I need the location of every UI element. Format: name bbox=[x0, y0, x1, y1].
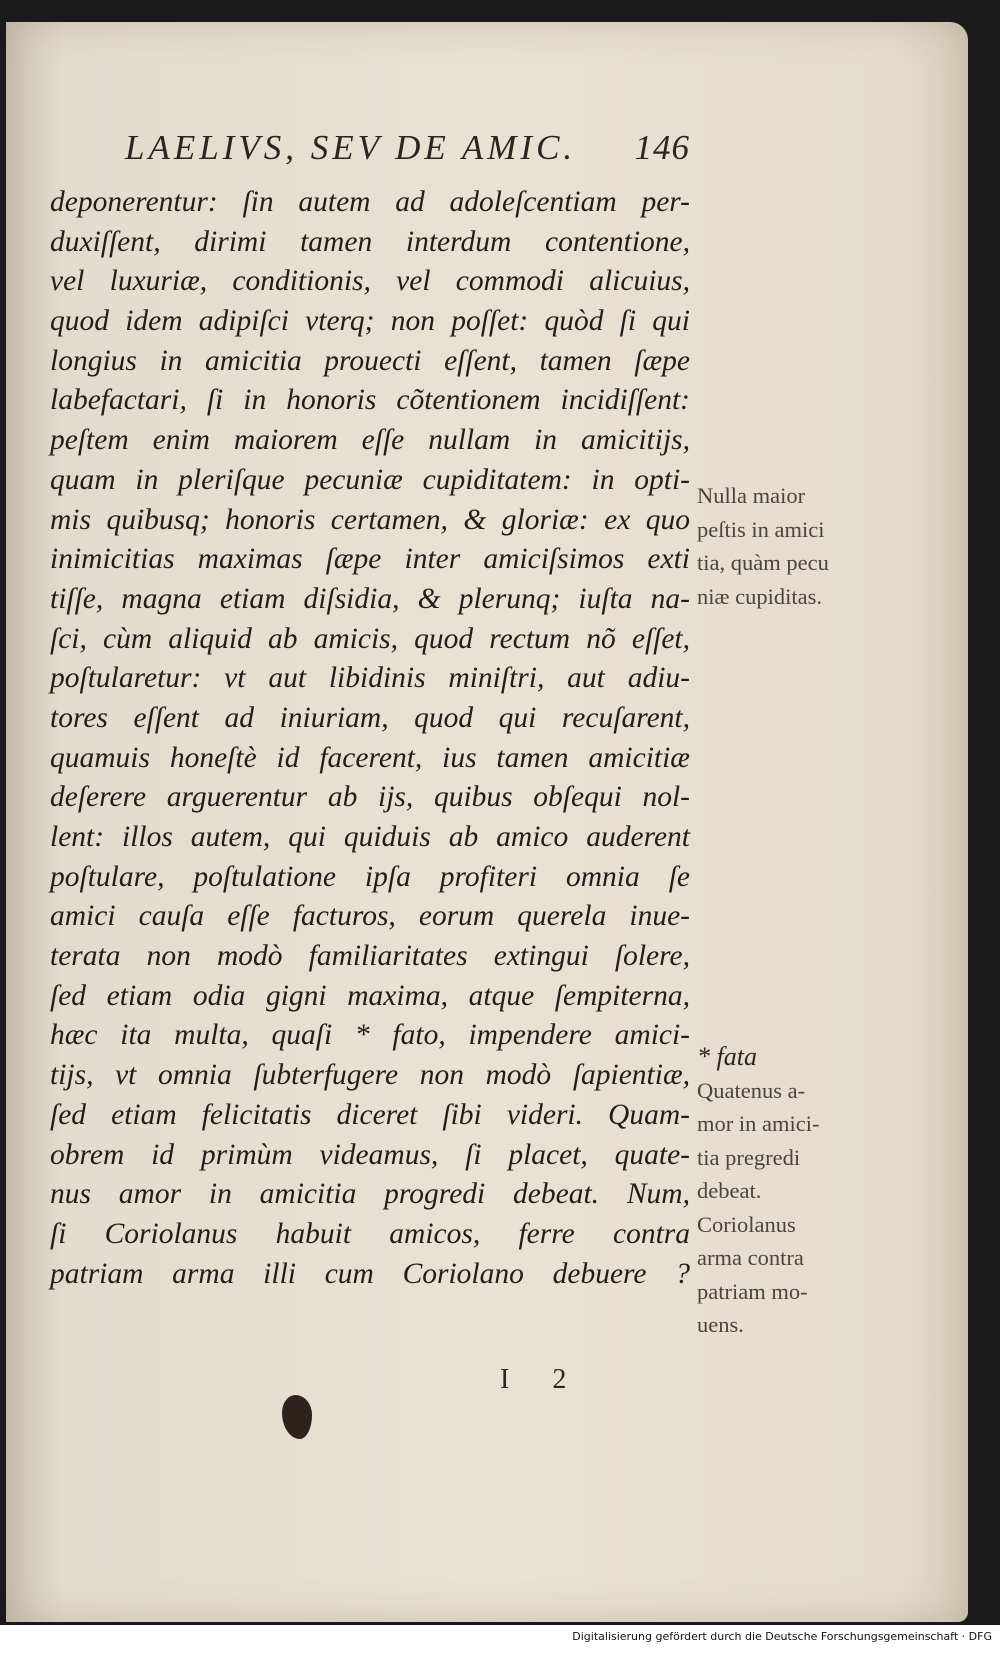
text-line: tores eſſent ad iniuriam, quod qui recuſarent, bbox=[50, 701, 690, 734]
margin-note-line: * fata bbox=[697, 1042, 757, 1071]
text-line: mis quibusq; honoris certamen, & gloriæ: ex quo bbox=[50, 503, 690, 536]
text-line: amici cauſa eſſe facturos, eorum querela inue- bbox=[50, 900, 690, 933]
text-line: tijs, vt omnia ſubterfugere non modò ſapientiæ, bbox=[50, 1059, 690, 1092]
margin-note-line: tia, quàm pecu bbox=[697, 550, 829, 575]
text-line: labefactari, ſi in honoris cõtentionem incidiſſent: bbox=[50, 384, 690, 417]
margin-note-line: mor in amici- bbox=[697, 1111, 820, 1136]
margin-note-line: patriam mo- bbox=[697, 1278, 808, 1304]
text-line: poſtulare, poſtulatione ipſa profiteri omnia ſe bbox=[50, 860, 690, 893]
margin-note-line: peſtis in amici bbox=[697, 516, 825, 542]
text-line: duxiſſent, dirimi tamen interdum contentione, bbox=[50, 225, 690, 258]
text-line: nus amor in amicitia progredi debeat. Num, bbox=[50, 1178, 690, 1211]
margin-note-pecunia bbox=[697, 479, 897, 613]
margin-note-line: Nulla maior bbox=[697, 483, 806, 508]
text-line: quam in pleriſque pecuniæ cupiditatem: in opti- bbox=[50, 463, 690, 496]
margin-note-line: niæ cupiditas. bbox=[697, 583, 822, 609]
text-line: ſed etiam felicitatis diceret ſibi videri. Quam- bbox=[50, 1098, 690, 1131]
text-line: ſci, cùm aliquid ab amicis, quod rectum nõ eſſet, bbox=[50, 622, 690, 655]
text-line: hæc ita multa, quaſi * fato, impendere amici- bbox=[50, 1019, 690, 1052]
page-number: 146 bbox=[634, 128, 690, 167]
text-line: tiſſe, magna etiam diſsidia, & plerunq; iuſta na- bbox=[50, 582, 690, 615]
text-line: poſtularetur: vt aut libidinis miniſtri, aut adiu- bbox=[50, 662, 690, 695]
text-line: quod idem adipiſci vterq; non poſſet: quòd ſi qui bbox=[50, 305, 690, 338]
signature-mark: I 2 bbox=[500, 1364, 585, 1395]
text-line: deponerentur: ſin autem ad adoleſcentiam per- bbox=[50, 186, 690, 218]
text-line: vel luxuriæ, conditionis, vel commodi alicuius, bbox=[50, 265, 690, 298]
footer-credit: Digitalisierung gefördert durch die Deutsche Forschungsgemeinschaft · DFG bbox=[572, 1630, 992, 1643]
margin-note-coriolanus bbox=[697, 1040, 897, 1342]
margin-note-line: arma contra bbox=[697, 1245, 804, 1270]
margin-note-line: debeat. bbox=[697, 1178, 762, 1203]
digitization-footer bbox=[0, 1626, 1000, 1656]
main-text-block bbox=[50, 183, 690, 1294]
margin-note-line: tia pregredi bbox=[697, 1144, 801, 1170]
margin-note-line: uens. bbox=[697, 1312, 744, 1337]
text-line: ſi Coriolanus habuit amicos, ferre contra bbox=[50, 1217, 690, 1250]
margin-note-line: Quatenus a- bbox=[697, 1077, 806, 1103]
text-line: longius in amicitia prouecti eſſent, tamen ſæpe bbox=[50, 344, 690, 377]
text-line: lent: illos autem, qui quiduis ab amico auderent bbox=[50, 821, 690, 853]
text-line: inimicitias maximas ſæpe inter amiciſsimos exti bbox=[50, 543, 690, 576]
text-line: ſed etiam odia gigni maxima, atque ſempiterna, bbox=[50, 979, 690, 1012]
text-line: obrem id primùm videamus, ſi placet, quate- bbox=[50, 1138, 690, 1171]
margin-note-line: Coriolanus bbox=[697, 1211, 796, 1237]
text-line: terata non modò familiaritates extingui ſolere, bbox=[50, 940, 690, 973]
text-line: deſerere arguerentur ab ijs, quibus obſequi nol- bbox=[50, 781, 690, 814]
text-line: quamuis honeſtè id facerent, ius tamen amicitiæ bbox=[50, 741, 690, 774]
running-title: LAELIVS, SEV DE AMIC. bbox=[125, 128, 577, 167]
text-line: patriam arma illi cum Coriolano debuere ? bbox=[50, 1257, 690, 1290]
text-line: peſtem enim maiorem eſſe nullam in amicitijs, bbox=[50, 424, 690, 457]
